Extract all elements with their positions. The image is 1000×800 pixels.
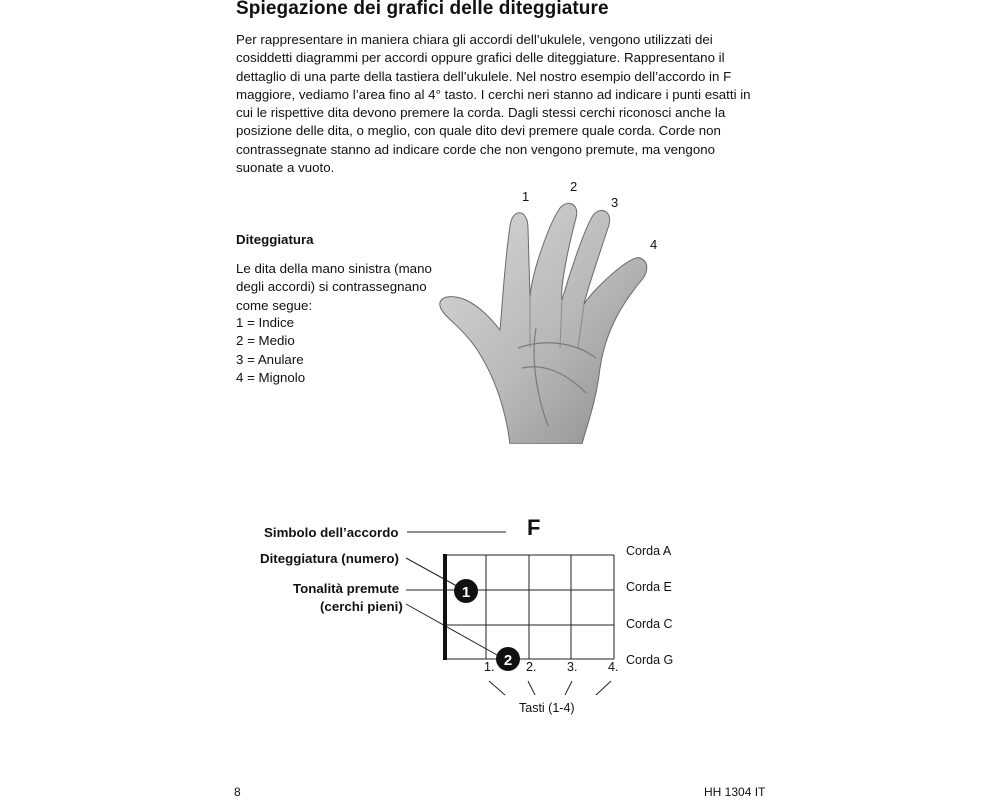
pointer-fret-4 [596,681,611,695]
fret-number-4: 4. [608,660,619,674]
intro-paragraph: Per rappresentare in maniera chiara gli accordi dell’ukulele, vengono utilizzati dei cosiddetti diagrammi per accordi oppure grafici delle diteggiature. Rappresentano il dettaglio di una parte della tastiera dell’ukulele. Nel nostro esempio dell’accordo in F maggiore, vediamo l’area fino al 4° tasto. I cerchi neri stanno ad indicare i punti esatti in cui le rispettive dita devono premere la corda. Dagli stessi cerchi riconosci anche la posizione delle dita, o meglio, con quale dito devi premere quale corda. Corde non contrassegnate stanno ad indicare corde che non vengono premute, ma vengono suonate a vuoto. [236,32,751,176]
finger-number-3: 3 [611,195,619,210]
finger-dot-1-label: 1 [461,584,471,601]
label-pressed-1: Tonalità premute [293,581,400,596]
pointer-fingering [406,558,464,590]
hand-image [436,198,668,444]
pointer-fret-3 [565,681,572,695]
chord-symbol: F [527,515,541,540]
fret-number-3: 3. [567,660,578,674]
fingering-list [236,314,305,387]
string-label-e: Corda E [626,580,672,594]
document-code: HH 1304 IT [704,785,766,799]
finger-number-4: 4 [650,237,658,252]
pointer-pressed-2 [406,604,506,660]
finger-dot-2-label: 2 [503,652,513,669]
fingering-item-pinky: 4 = Mignolo [236,369,306,385]
string-label-c: Corda C [626,617,673,631]
fret-number-2: 2. [526,660,537,674]
fret-number-1: 1. [484,660,495,674]
fingering-heading: Diteggiatura [236,232,314,247]
label-pressed-2: (cerchi pieni) [320,599,403,614]
string-label-g: Corda G [626,653,674,667]
fingering-item-middle: 2 = Medio [236,333,295,349]
page-number: 8 [234,785,241,799]
fingering-description: Le dita della mano sinistra (mano degli accordi) si contrassegnano come segue: [236,261,432,313]
label-chord-symbol: Simbolo dell’accordo [264,525,399,540]
fingering-item-index: 1 = Indice [236,315,295,330]
page-title: Spiegazione dei grafici delle diteggiature [236,0,609,19]
pointer-fret-1 [489,681,505,695]
chord-diagram [0,500,1000,740]
string-label-a: Corda A [626,544,672,558]
frets-label: Tasti (1-4) [519,701,575,715]
pointer-fret-2 [528,681,535,695]
finger-number-2: 2 [570,179,578,194]
fingering-item-ring: 3 = Anulare [236,351,304,367]
finger-number-1: 1 [522,189,530,204]
label-fingering: Diteggiatura (numero) [260,551,399,566]
